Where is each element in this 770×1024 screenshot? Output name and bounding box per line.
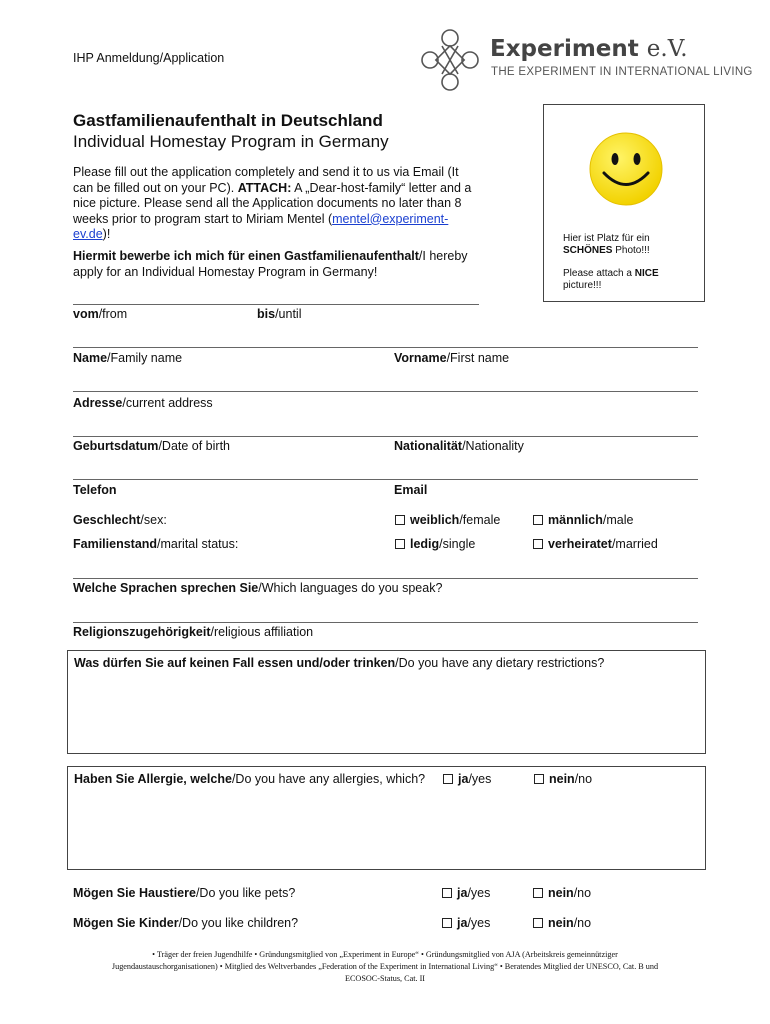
- allergy-yes-option[interactable]: ja/yes: [443, 772, 491, 786]
- male-option[interactable]: männlich/male: [533, 513, 633, 527]
- kids-no-checkbox[interactable]: [533, 918, 543, 928]
- logo-tagline: THE EXPERIMENT IN INTERNATIONAL LIVING: [491, 66, 753, 78]
- intro-paragraph: Please fill out the application completely and send it to us via Email (It can be filled out on your PC). ATTACH: A „Dear-host-family“ letter and a nice picture. Please send all the Application documents no later than 8 weeks prior to program start to Miriam Mentel (mentel@experiment-ev.de)!: [73, 165, 472, 241]
- allergies-box[interactable]: [67, 766, 706, 870]
- footer-note: • Träger der freien Jugendhilfe • Gründungsmitglied von „Experiment in Europe“ • Gründungsmitglied von AJA (Arbeitskreis gemeinnütziger Jugendaustauschorganisationen) • Mitglied des Weltverbandes „Federation of the Experiment in International Living“ • Beratendes Mitglied der UNESCO, Cat. B und ECOSOC-Status, Cat. II: [111, 950, 659, 983]
- form-id: IHP Anmeldung/Application: [73, 51, 225, 65]
- nationality-label: Nationalität/Nationality: [394, 439, 524, 453]
- address-label: Adresse/current address: [73, 396, 213, 410]
- kids-yes-option[interactable]: ja/yes: [442, 916, 490, 930]
- single-checkbox[interactable]: [395, 539, 405, 549]
- married-checkbox[interactable]: [533, 539, 543, 549]
- pets-yes-option[interactable]: ja/yes: [442, 886, 490, 900]
- email-link[interactable]: mentel@experiment-ev.de: [73, 211, 449, 241]
- allergy-no-checkbox[interactable]: [534, 774, 544, 784]
- allergy-yes-checkbox[interactable]: [443, 774, 453, 784]
- photo-caption-de: Hier ist Platz für ein SCHÖNES Photo!!!: [563, 233, 650, 256]
- female-option[interactable]: weiblich/female: [395, 513, 500, 527]
- dob-label: Geburtsdatum/Date of birth: [73, 439, 231, 453]
- female-checkbox[interactable]: [395, 515, 405, 525]
- pets-no-checkbox[interactable]: [533, 888, 543, 898]
- apply-statement: Hiermit bewerbe ich mich für einen Gastfamilienaufenthalt/I hereby apply for an Individual Homestay Program in Germany!: [73, 249, 468, 279]
- title-en: Individual Homestay Program in Germany: [73, 132, 389, 151]
- kids-label: Mögen Sie Kinder/Do you like children?: [73, 916, 299, 930]
- title-de: Gastfamilienaufenthalt in Deutschland: [73, 111, 383, 130]
- single-option[interactable]: ledig/single: [395, 537, 475, 551]
- family-name-label: Name/Family name: [73, 351, 183, 365]
- from-field-label: vom/from: [73, 307, 128, 321]
- experiment-knot-logo-icon: [420, 24, 480, 96]
- kids-no-option[interactable]: nein/no: [533, 916, 591, 930]
- first-name-label: Vorname/First name: [394, 351, 510, 365]
- photo-box[interactable]: [543, 104, 705, 302]
- sex-label: Geschlecht/sex:: [73, 513, 167, 527]
- dietary-restrictions-box[interactable]: [67, 650, 706, 754]
- pets-label: Mögen Sie Haustiere/Do you like pets?: [73, 886, 296, 900]
- photo-caption-en: Please attach a NICE picture!!!: [563, 268, 659, 291]
- kids-yes-checkbox[interactable]: [442, 918, 452, 928]
- dietary-label: Was dürfen Sie auf keinen Fall essen und/oder trinken/Do you have any dietary restrictions?: [74, 656, 605, 670]
- phone-label: Telefon: [73, 483, 117, 497]
- male-checkbox[interactable]: [533, 515, 543, 525]
- pets-no-option[interactable]: nein/no: [533, 886, 591, 900]
- smiley-icon: [587, 130, 665, 213]
- languages-label: Welche Sprachen sprechen Sie/Which languages do you speak?: [73, 581, 443, 595]
- religion-label: Religionszugehörigkeit/religious affiliation: [73, 625, 314, 639]
- email-label: Email: [394, 483, 428, 497]
- allergy-no-option[interactable]: nein/no: [534, 772, 592, 786]
- marital-label: Familienstand/marital status:: [73, 537, 239, 551]
- logo-wordmark: Experiment e.V.: [490, 36, 688, 62]
- pets-yes-checkbox[interactable]: [442, 888, 452, 898]
- married-option[interactable]: verheiratet/married: [533, 537, 658, 551]
- allergy-label: Haben Sie Allergie, welche/Do you have any allergies, which?: [74, 772, 426, 786]
- until-field-label: bis/until: [257, 307, 302, 321]
